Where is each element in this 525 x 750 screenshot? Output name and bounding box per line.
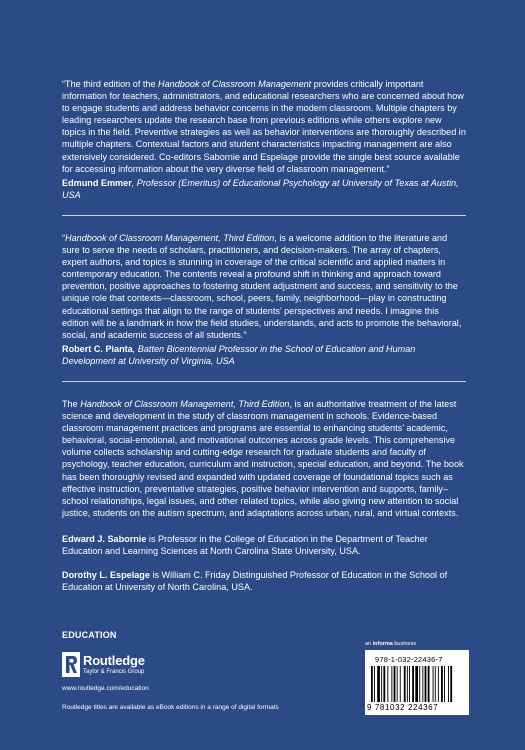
endorsement-quote-1 [62, 78, 466, 175]
publisher-url[interactable]: www.routledge.com/education [62, 685, 149, 692]
editor-bio-text: is William C. Friday Distinguished Professor of Education in the School of Education at University of North Carolina, USA. [62, 570, 448, 593]
description-text: , is an authoritative treatment of the latest science and development in the study of classroom management in schools. Evidence-based classroom management practices and programs are essential to enhancing students’ academic, behavioral, social-emotional, and motivational outcomes across grade levels. This comprehensive volume collects scholarship and cutting-edge research for graduate students and faculty of psychology, teacher education, curriculum and instruction, special education, and beyond. The book has been thoroughly revised and expanded with updated coverage of foundational topics such as effective instruction, preventative strategies, positive behavior intervention and supports, family–school relationships, legal issues, and other related topics, while also giving new attention to social justice, students on the autism spectrum, and adaptations across urban, rural, and virtual contexts. [62, 398, 464, 518]
endorser-2 [62, 343, 466, 367]
editor-bio-1 [62, 533, 466, 557]
editor-name: Dorothy L. Espelage [62, 570, 150, 581]
book-title-italic: Handbook of Classroom Management [158, 79, 312, 89]
description-text: The [62, 398, 81, 409]
endorser-1 [62, 177, 466, 201]
informa-suffix: business [392, 641, 417, 647]
editor-bio-text: is Professor in the College of Education in the Department of Teacher Education and Learning Sciences at North Carolina State University, USA. [62, 533, 428, 556]
barcode-bars-icon [369, 666, 465, 702]
publisher-block [62, 630, 279, 711]
endorser-role: , Batten Bicentennial Professor in the School of Education and Human Development at University of Virginia, USA [62, 343, 416, 366]
ebook-note: Routledge titles are available as eBook editions in a range of digital formats [62, 704, 279, 711]
book-title-italic: Handbook of Classroom Management, Third Edition [80, 398, 290, 409]
barcode-digits: 9 781032 224367 [367, 703, 439, 712]
quote-text: provides critically important information for teachers, administrators, and educational researchers who are concerned about how to engage students and address behavior concerns in the modern classroom. Multiple chapters by leading researchers update the research base from previous editions while others explore new topics in the field. Preventive strategies as well as behavior interventions are thoroughly described in multiple chapters. Contextual factors and student characteristics impacting management are also extensively considered. Co-editors Sabornie and Espelage provide the single best source available for accessing information about the very diverse field of classroom management.” [62, 79, 466, 174]
divider [62, 381, 466, 382]
subject-category: EDUCATION [62, 630, 117, 640]
routledge-logo [62, 652, 262, 682]
editor-name: Edward J. Sabornie [62, 533, 147, 544]
back-cover-text [62, 78, 466, 593]
quote-text: , is a welcome addition to the literature and sure to serve the needs of scholars, practitioners, and decision-makers. The array of chapters, expert authors, and topics is stunning in coverage of the critical scientific and applied matters in contemporary education. The contents reveal a profound shift in thinking and approach toward prevention, positive approaches to fostering student adjustment and success, and sensitivity to the unique role that contexts—classroom, school, peers, family, neighborhood—play in constructing educational settings that align to the range of students’ perspectives and needs. I imagine this edition will be a landmark in how the field studies, understands, and acts to promote the behavioral, social, and academic success of all students.” [62, 232, 462, 340]
quote-text: “ [62, 232, 66, 243]
editor-bio-2 [62, 569, 466, 593]
divider [62, 215, 466, 216]
book-description [62, 398, 466, 519]
publisher-name: Routledge [83, 653, 145, 668]
informa-brand: informa [372, 641, 393, 647]
endorser-name: Robert C. Pianta [62, 343, 133, 354]
endorser-name: Edmund Emmer [62, 177, 132, 188]
routledge-r-icon [62, 652, 80, 677]
endorsement-quote-2 [62, 232, 466, 341]
quote-text: “The third edition of the [62, 79, 159, 89]
publisher-group: Taylor & Francis Group [83, 669, 145, 675]
isbn-barcode [365, 650, 469, 715]
informa-prefix: an [365, 641, 373, 647]
book-title-italic: Handbook of Classroom Management, Third Edition [65, 232, 275, 243]
isbn-text: 978-1-032-22436-7 [375, 655, 443, 664]
endorser-role: , Professor (Emeritus) of Educational Psychology at University of Texas at Austin, USA [62, 177, 459, 200]
informa-tagline [365, 641, 416, 647]
